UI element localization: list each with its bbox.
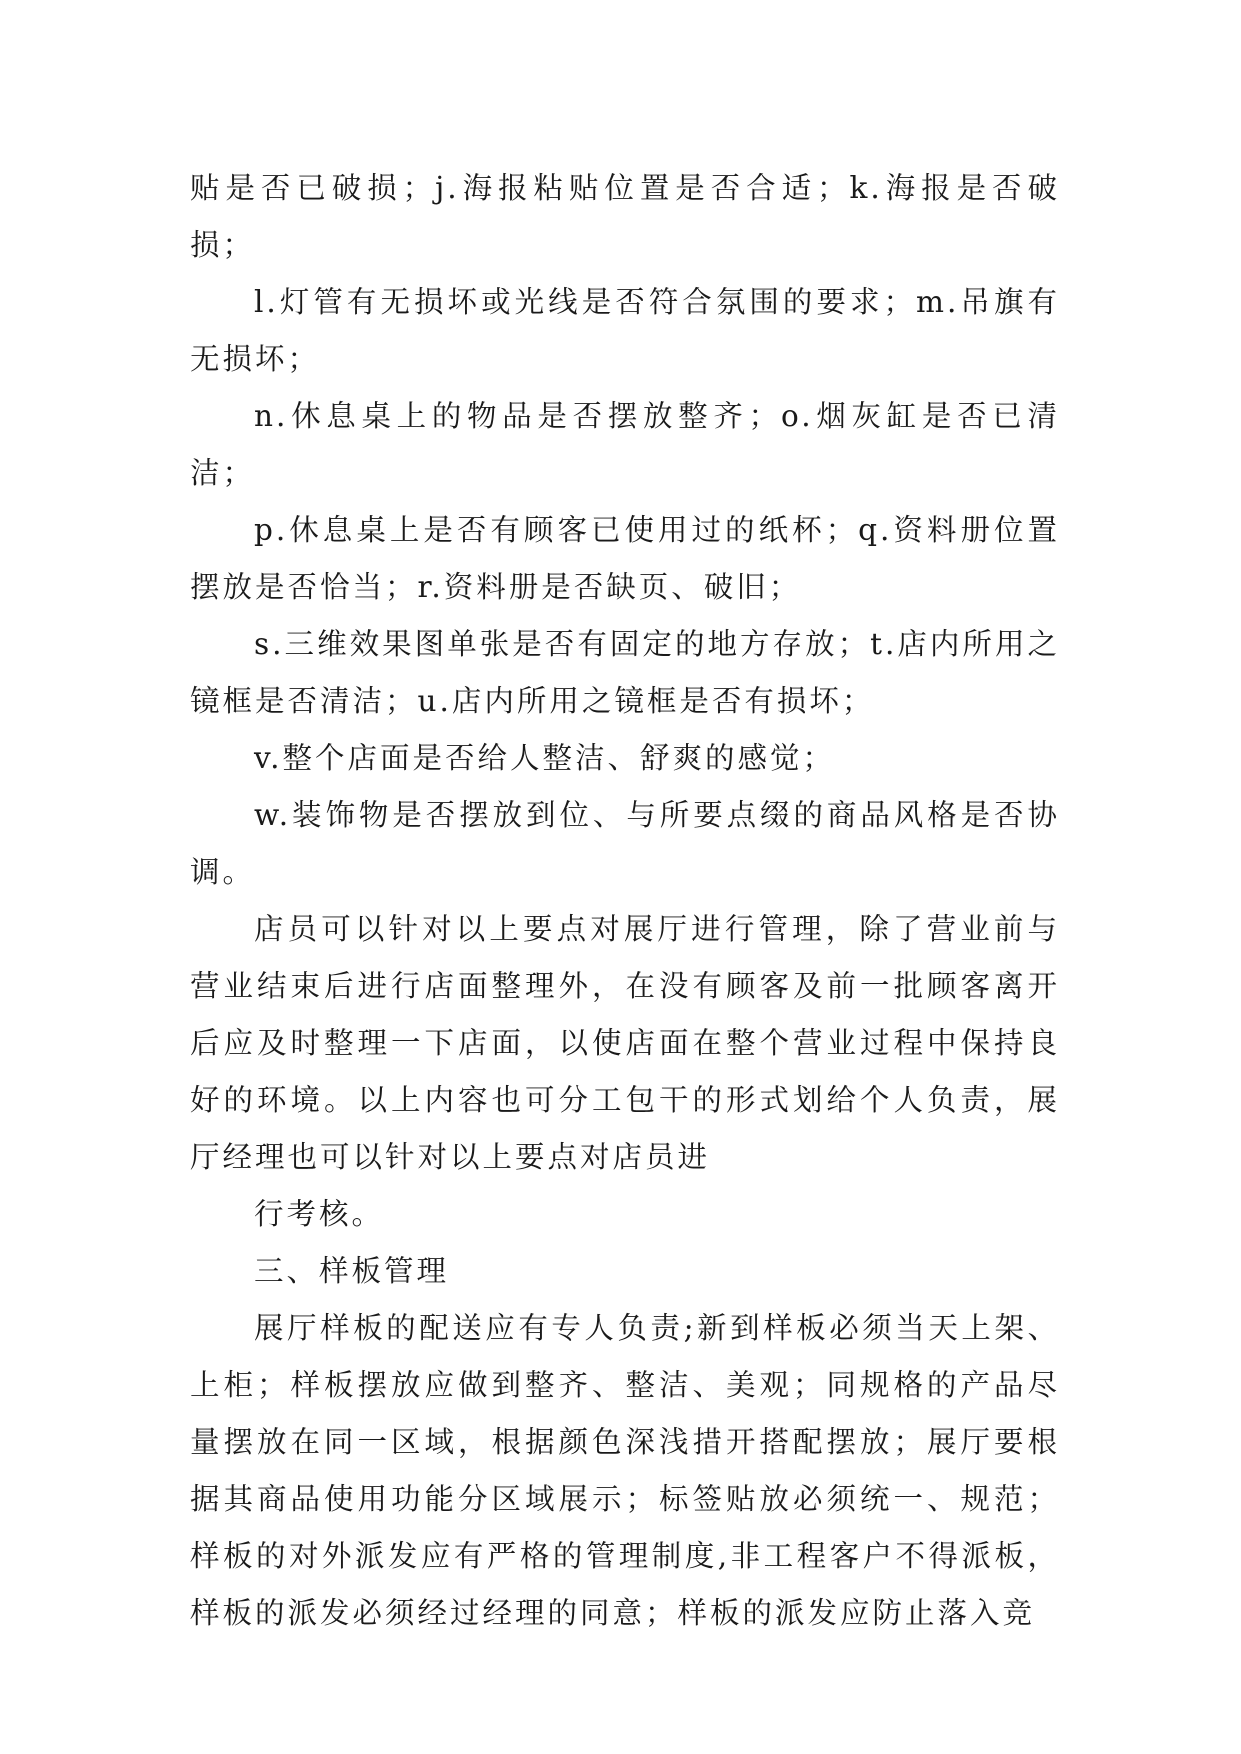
document-body xyxy=(190,160,1060,1642)
paragraph-2: l.灯管有无损坏或光线是否符合氛围的要求；m.吊旗有无损坏； xyxy=(190,285,1060,376)
paragraph-3: n.休息桌上的物品是否摆放整齐；o.烟灰缸是否已清洁； xyxy=(190,399,1060,490)
paragraph-6: v.整个店面是否给人整洁、舒爽的感觉； xyxy=(254,741,836,775)
paragraph-4: p.休息桌上是否有顾客已使用过的纸杯；q.资料册位置摆放是否恰当；r.资料册是否缺页、破旧； xyxy=(190,513,1060,604)
section-heading: 三、样板管理 xyxy=(254,1254,450,1288)
paragraph-5: s.三维效果图单张是否有固定的地方存放；t.店内所用之镜框是否清洁；u.店内所用之镜框是否有损坏； xyxy=(190,627,1060,718)
paragraph-9: 行考核。 xyxy=(254,1197,385,1231)
paragraph-7: w.装饰物是否摆放到位、与所要点缀的商品风格是否协调。 xyxy=(190,798,1060,889)
paragraph-10: 展厅样板的配送应有专人负责;新到样板必须当天上架、上柜；样板摆放应做到整齐、整洁、美观；同规格的产品尽量摆放在同一区域，根据颜色深浅措开搭配摆放；展厅要根据其商品使用功能分区域展示；标签贴放必须统一、规范；样板的对外派发应有严格的管理制度,非工程客户不得派板，样板的派发必须经过经理的同意；样板的派发应防止落入竞 xyxy=(190,1311,1060,1630)
paragraph-1: 贴是否已破损；j.海报粘贴位置是否合适；k.海报是否破损； xyxy=(190,171,1060,262)
paragraph-8: 店员可以针对以上要点对展厅进行管理，除了营业前与营业结束后进行店面整理外，在没有顾客及前一批顾客离开后应及时整理一下店面，以使店面在整个营业过程中保持良好的环境。以上内容也可分工包干的形式划给个人负责，展厅经理也可以针对以上要点对店员进 xyxy=(190,912,1060,1174)
